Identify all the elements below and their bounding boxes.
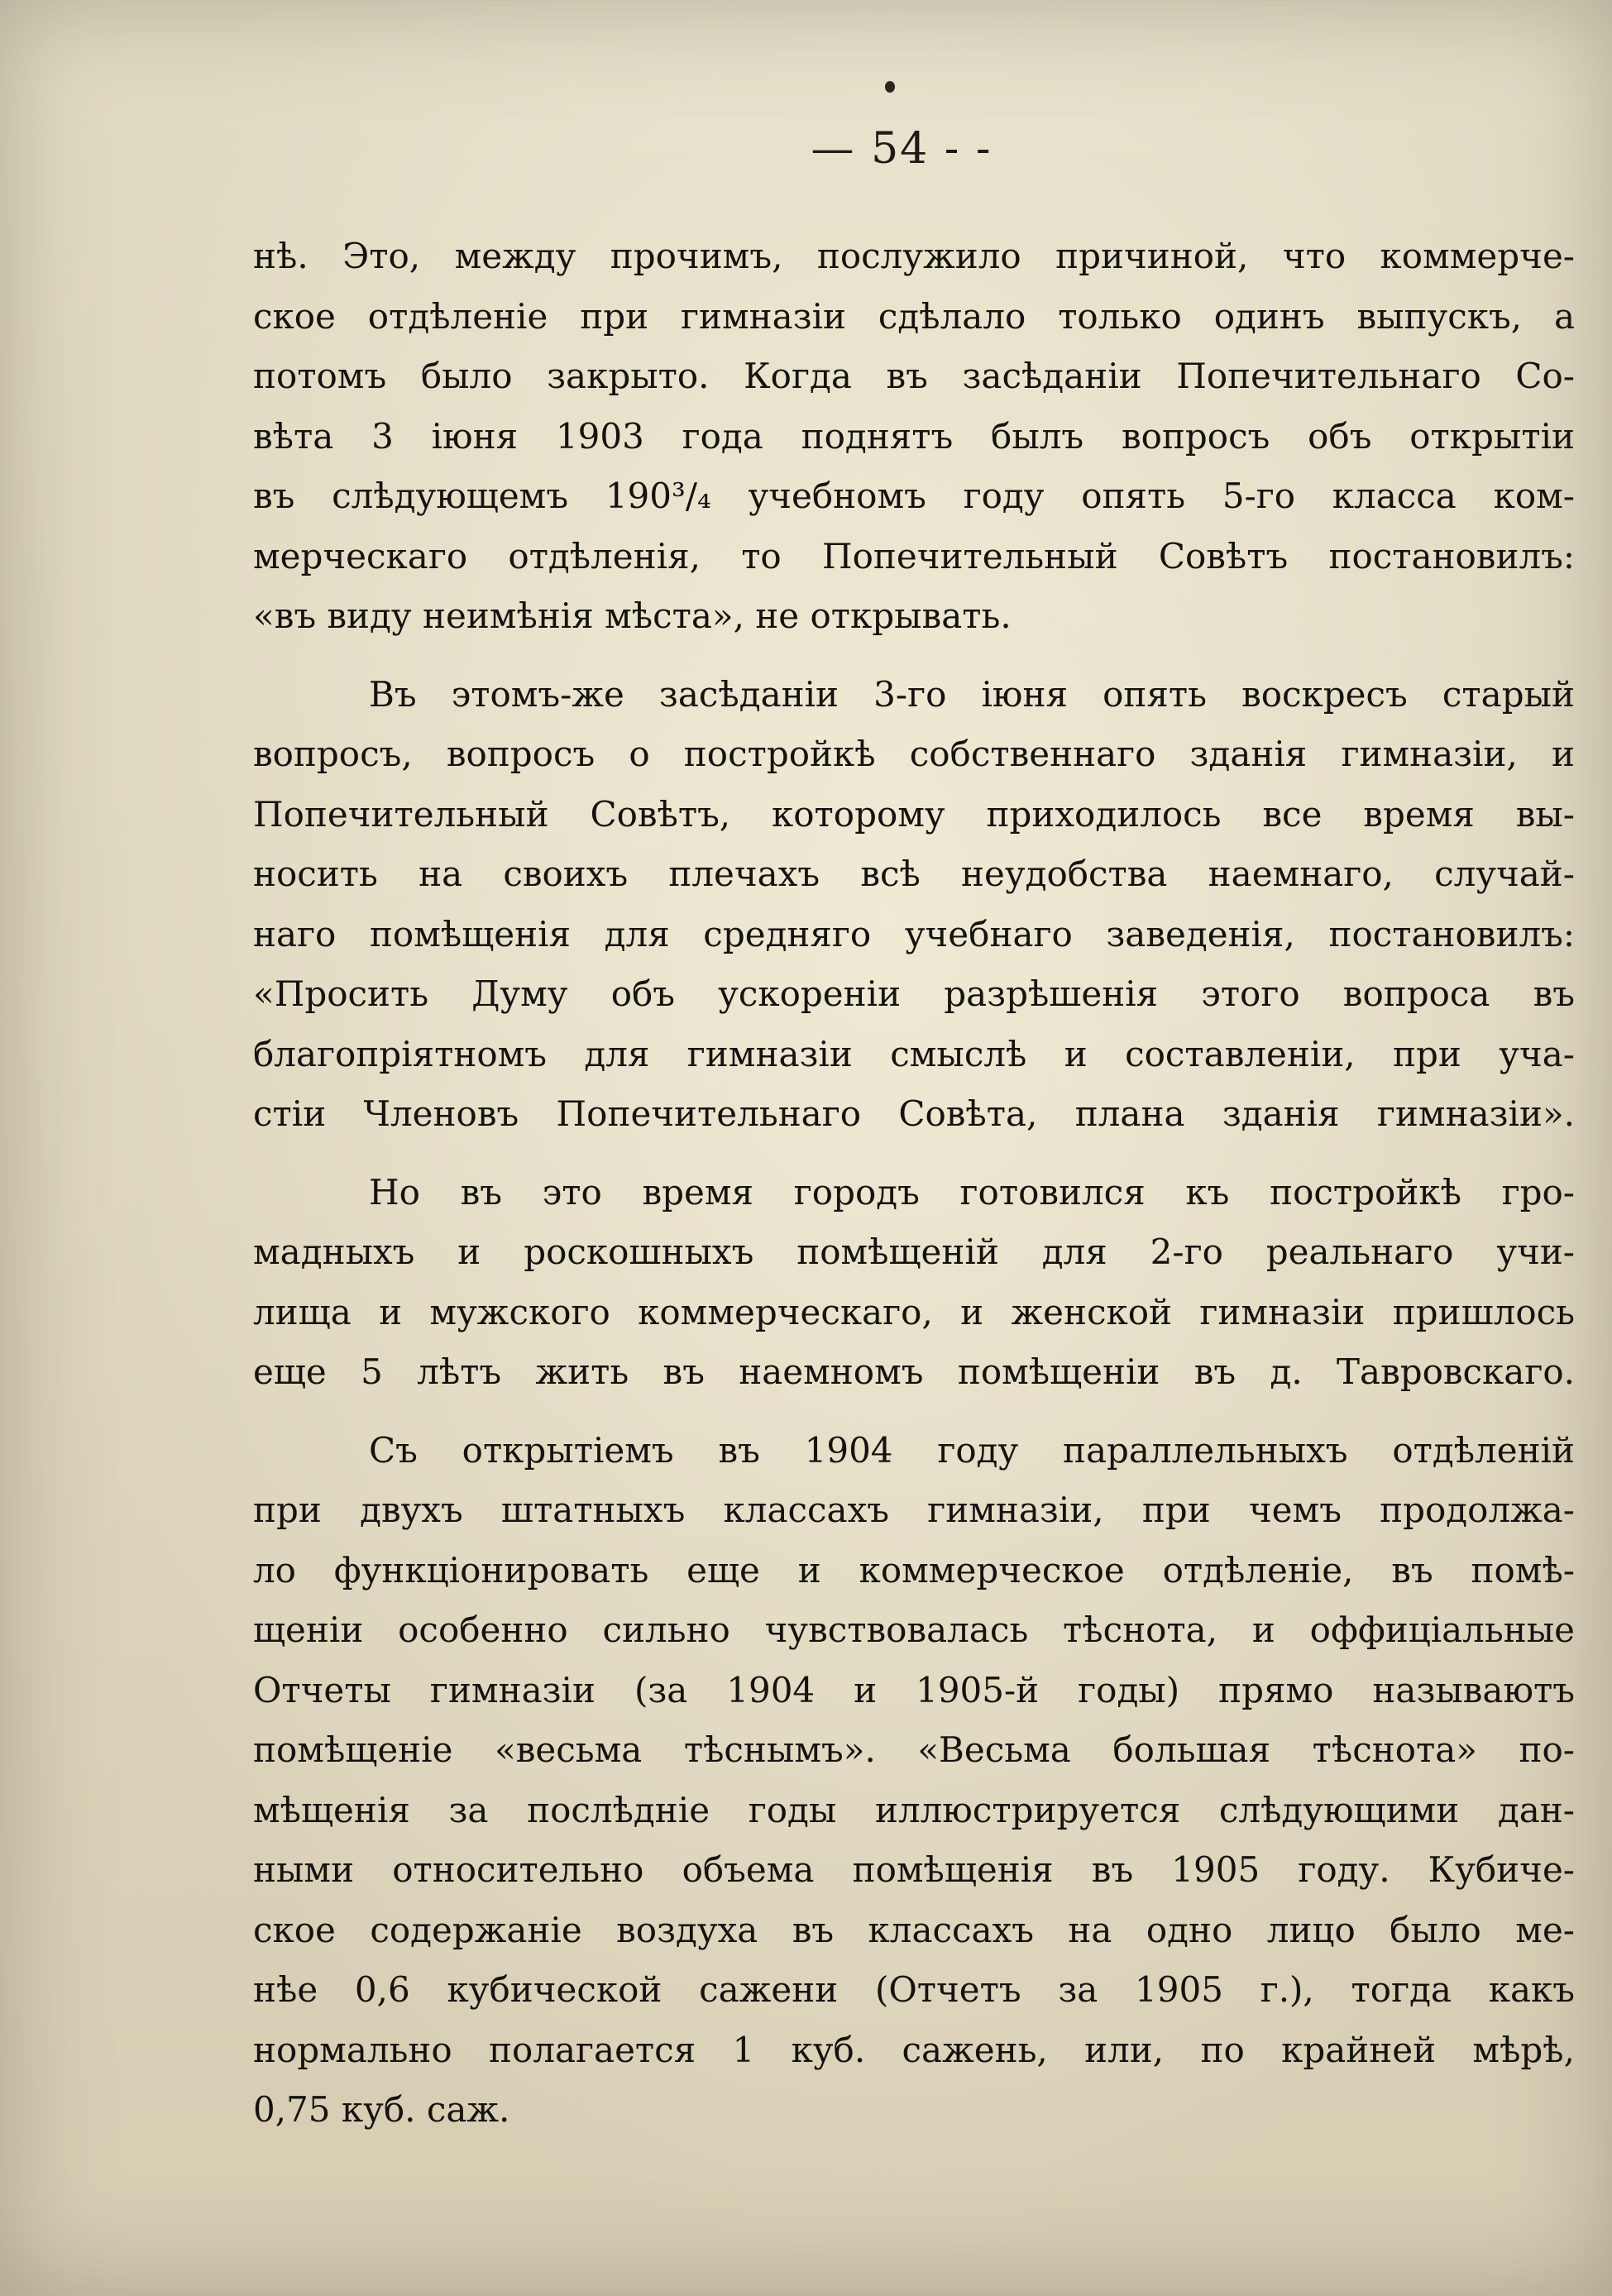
text-line: еще 5 лѣтъ жить въ наемномъ помѣщеніи въ д. Тавровскаго. <box>253 1351 1575 1392</box>
text-line: Отчеты гимназіи (за 1904 и 1905-й годы) прямо называютъ <box>253 1669 1575 1710</box>
page-number: — 54 - - <box>811 124 993 174</box>
text-line: ными относительно объема помѣщенія въ 1905 году. Кубиче- <box>253 1849 1575 1890</box>
text-line: благопріятномъ для гимназіи смыслѣ и составленіи, при уча- <box>253 1033 1575 1074</box>
text-line: ское отдѣленіе при гимназіи сдѣлало только одинъ выпускъ, а <box>253 295 1575 337</box>
text-line: ло функціонировать еще и коммерческое отдѣленіе, въ помѣ- <box>253 1549 1575 1590</box>
text-line: мерческаго отдѣленія, то Попечительный Совѣтъ постановилъ: <box>253 535 1575 576</box>
paragraph-1 <box>253 227 1575 647</box>
body-text <box>253 227 1575 2141</box>
text-line: «въ виду неимѣнія мѣста», не открывать. <box>253 596 1012 636</box>
text-line: Попечительный Совѣтъ, которому приходилось все время вы- <box>253 793 1575 835</box>
paragraph-gap <box>253 1403 1575 1421</box>
text-line: Но въ это время городъ готовился къ постройкѣ гро- <box>369 1171 1575 1213</box>
text-line: лища и мужского коммерческаго, и женской гимназіи пришлось <box>253 1291 1575 1332</box>
text-line: наго помѣщенія для средняго учебнаго заведенія, постановилъ: <box>253 913 1575 954</box>
text-line: щеніи особенно сильно чувствовалась тѣснота, и оффиціальные <box>253 1610 1575 1650</box>
paragraph-gap <box>253 647 1575 665</box>
text-line: нормально полагается 1 куб. сажень, или, по крайней мѣрѣ, <box>253 2029 1575 2070</box>
text-line: помѣщеніе «весьма тѣснымъ». «Весьма большая тѣснота» по- <box>253 1729 1575 1770</box>
text-line: потомъ было закрыто. Когда въ засѣданіи Попечительнаго Со- <box>253 356 1575 396</box>
text-line: нѣ. Это, между прочимъ, послужило причиной, что коммерче- <box>253 236 1575 276</box>
paragraph-gap <box>253 1145 1575 1163</box>
text-line: «Просить Думу объ ускореніи разрѣшенія этого вопроса въ <box>253 973 1575 1014</box>
text-line: ское содержаніе воздуха въ классахъ на одно лицо было ме- <box>253 1909 1575 1950</box>
text-line: мѣщенія за послѣдніе годы иллюстрируется слѣдующими дан- <box>253 1789 1575 1830</box>
text-line: вопросъ, вопросъ о постройкѣ собственнаго зданія гимназіи, и <box>253 734 1575 774</box>
text-line: при двухъ штатныхъ классахъ гимназіи, при чемъ продолжа- <box>253 1490 1575 1530</box>
text-line: Въ этомъ-же засѣданіи 3-го іюня опять воскресъ старый <box>369 673 1575 715</box>
text-line: 0,75 куб. саж. <box>253 2089 510 2130</box>
text-line: Съ открытіемъ въ 1904 году параллельныхъ отдѣленій <box>369 1429 1575 1471</box>
paragraph-4 <box>253 1421 1575 2141</box>
paragraph-2 <box>253 665 1575 1145</box>
text-line: стіи Членовъ Попечительнаго Совѣта, плана зданія гимназіи». <box>253 1093 1575 1134</box>
text-line: нѣе 0,6 кубической сажени (Отчетъ за 1905 г.), тогда какъ <box>253 1969 1575 2010</box>
paragraph-3 <box>253 1163 1575 1403</box>
ink-dot-mark <box>885 81 895 93</box>
text-line: носить на своихъ плечахъ всѣ неудобства наемнаго, случай- <box>253 854 1575 894</box>
text-line: вѣта 3 іюня 1903 года поднятъ былъ вопросъ объ открытіи <box>253 415 1575 457</box>
text-line: въ слѣдующемъ 190³/₄ учебномъ году опять 5-го класса ком- <box>253 476 1575 516</box>
text-line: мадныхъ и роскошныхъ помѣщеній для 2-го реальнаго учи- <box>253 1232 1575 1272</box>
